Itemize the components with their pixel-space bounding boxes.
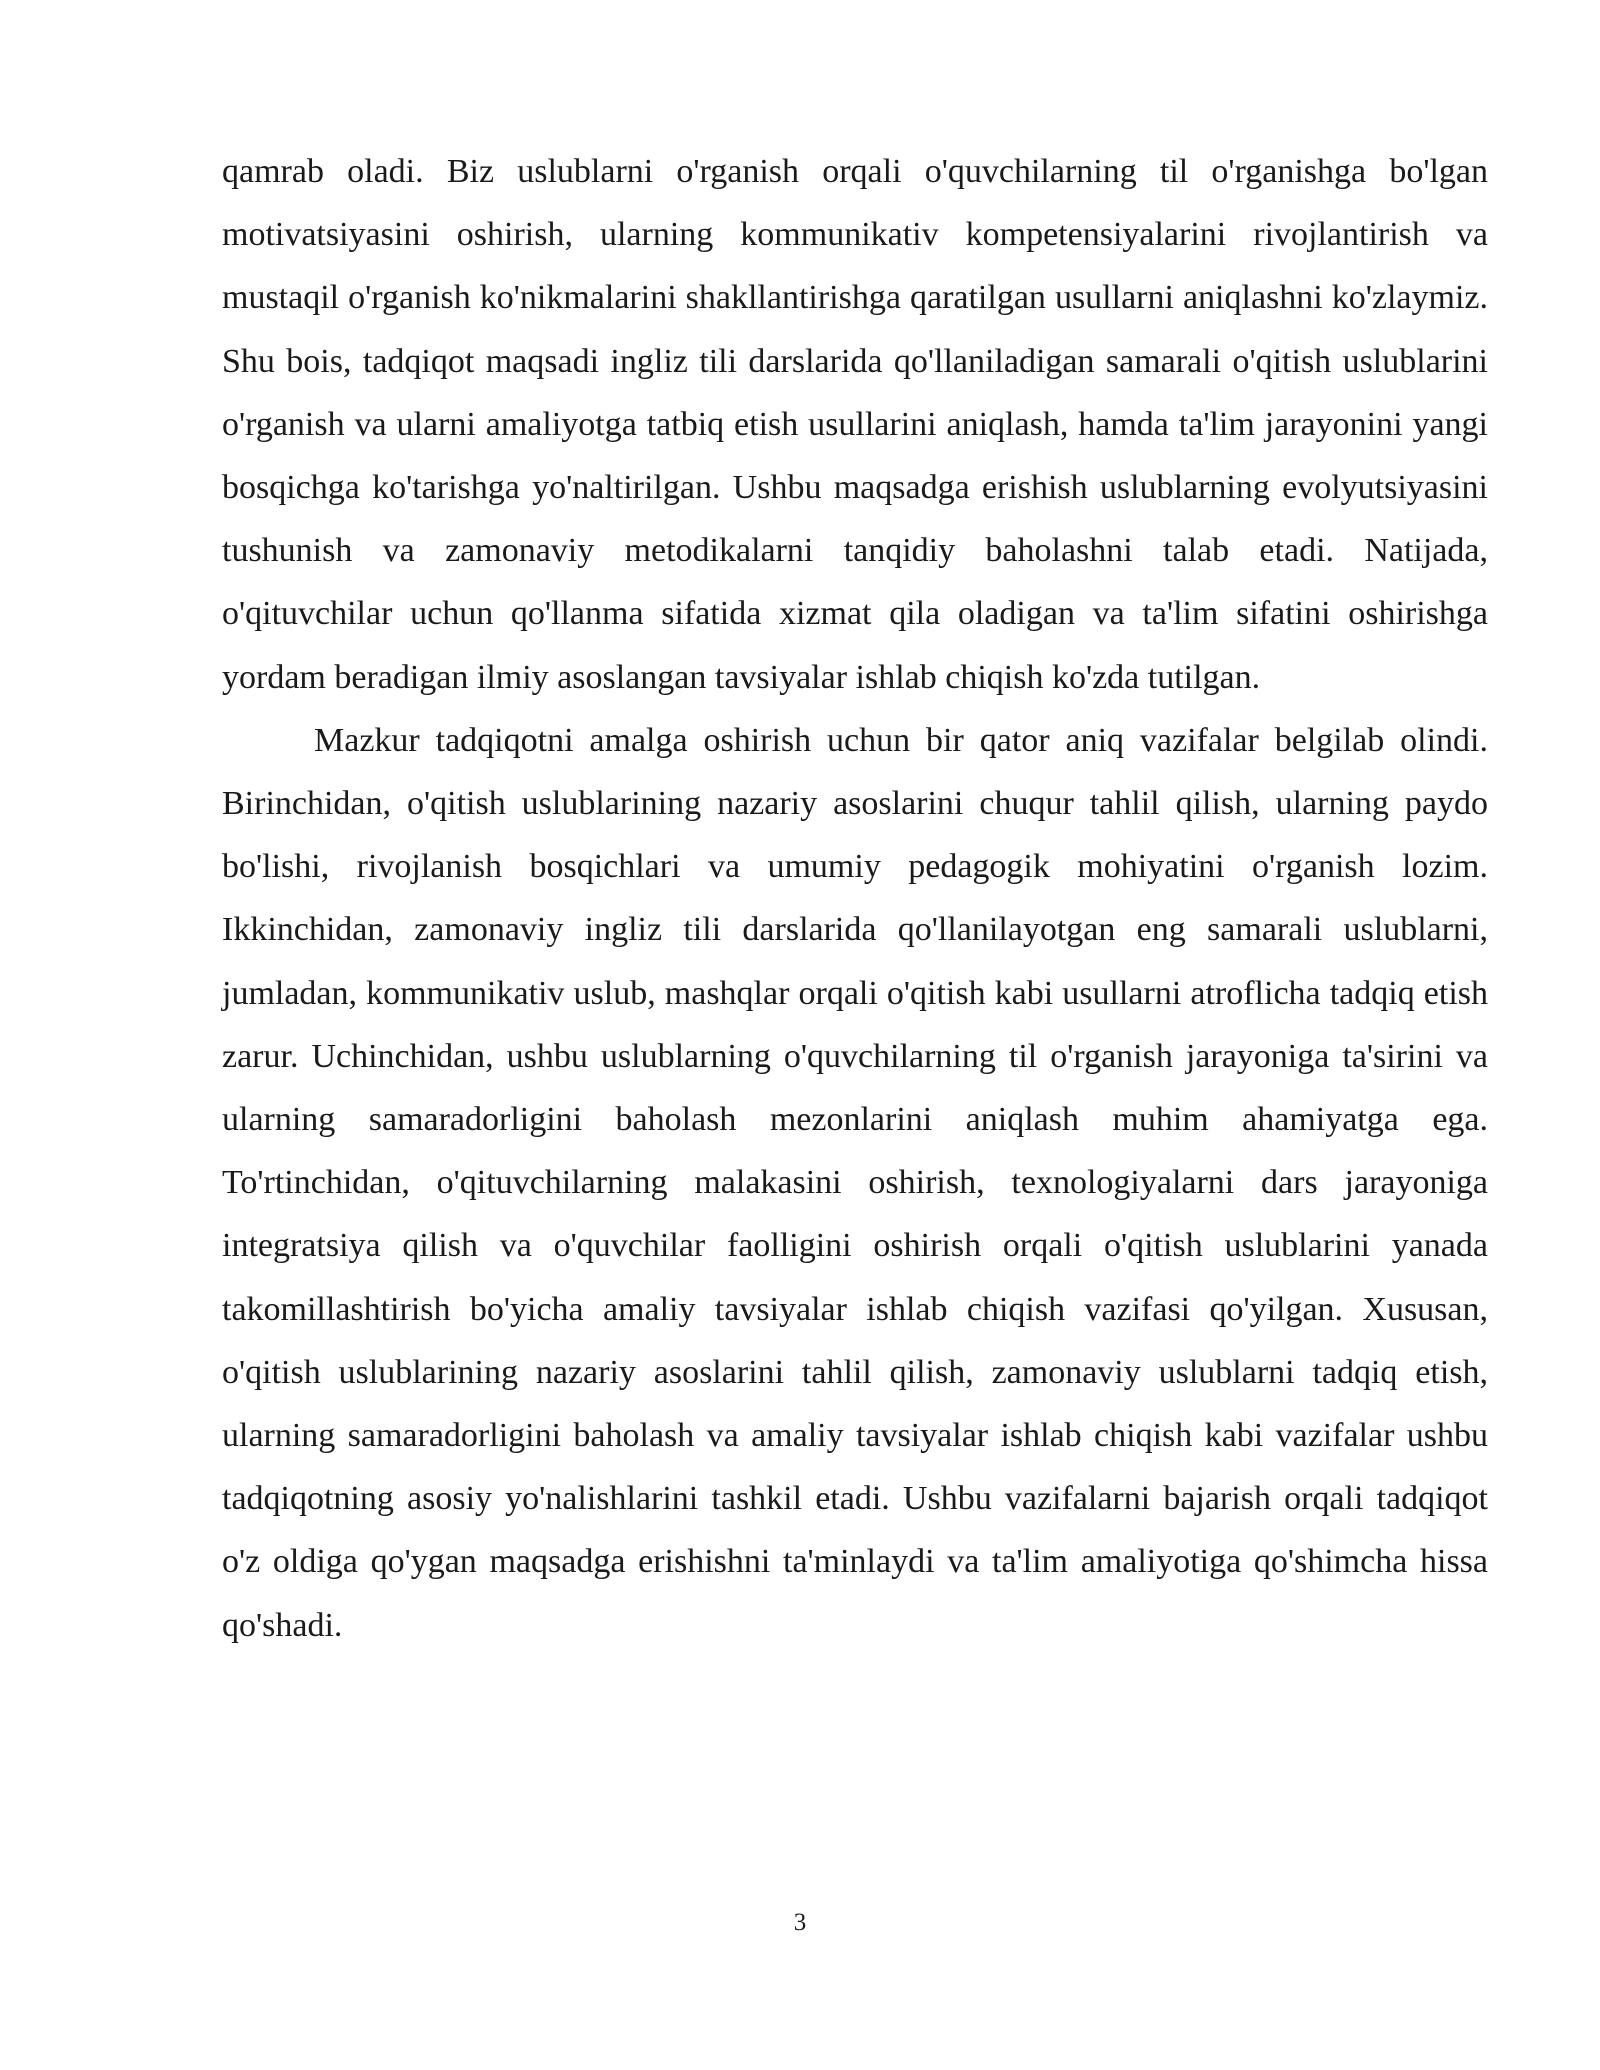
paragraph-continuation: qamrab oladi. Biz uslublarni o'rganish orqali o'quvchilarning til o'rganishga bo'lgan motivatsiyasini oshirish, ularning kommunikativ kompetensiyalarini rivojlantirish va mustaqil o'rganish ko'nikmalarini shakllantirishga qaratilgan usullarni aniqlashni ko'zlaymiz. Shu bois, tadqiqot maqsadi ingliz tili darslarida qo'llaniladigan samarali o'qitish uslublarini o'rganish va ularni amaliyotga tatbiq etish usullarini aniqlash, hamda ta'lim jarayonini yangi bosqichga ko'tarishga yo'naltirilgan. Ushbu maqsadga erishish uslublarning evolyutsiyasini tushunish va zamonaviy metodikalarni tanqidiy baholashni talab etadi. Natijada, o'qituvchilar uchun qo'llanma sifatida xizmat qila oladigan va ta'lim sifatini oshirishga yordam beradigan ilmiy asoslangan tavsiyalar ishlab chiqish ko'zda tutilgan.	[222, 153, 1488, 696]
paragraph-tasks: Mazkur tadqiqotni amalga oshirish uchun bir qator aniq vazifalar belgilab olindi. Birinchidan, o'qitish uslublarining nazariy asoslarini chuqur tahlil qilish, ularning paydo bo'lishi, rivojlanish bosqichlari va umumiy pedagogik mohiyatini o'rganish lozim. Ikkinchidan, zamonaviy ingliz tili darslarida qo'llanilayotgan eng samarali uslublarni, jumladan, kommunikativ uslub, mashqlar orqali o'qitish kabi usullarni atroflicha tadqiq etish zarur. Uchinchidan, ushbu uslublarning o'quvchilarning til o'rganish jarayoniga ta'sirini va ularning samaradorligini baholash mezonlarini aniqlash muhim ahamiyatga ega. To'rtinchidan, o'qituvchilarning malakasini oshirish, texnologiyalarni dars jarayoniga integratsiya qilish va o'quvchilar faolligini oshirish orqali o'qitish uslublarini yanada takomillashtirish bo'yicha amaliy tavsiyalar ishlab chiqish vazifasi qo'yilgan. Xususan, o'qitish uslublarining nazariy asoslarini tahlil qilish, zamonaviy uslublarni tadqiq etish, ularning samaradorligini baholash va amaliy tavsiyalar ishlab chiqish kabi vazifalar ushbu tadqiqotning asosiy yo'nalishlarini tashkil etadi. Ushbu vazifalarni bajarish orqali tadqiqot o'z oldiga qo'ygan maqsadga erishishni ta'minlaydi va ta'lim amaliyotiga qo'shimcha hissa qo'shadi.	[222, 721, 1488, 1644]
body-text	[222, 140, 1488, 1657]
page-number: 3	[793, 1909, 807, 1936]
